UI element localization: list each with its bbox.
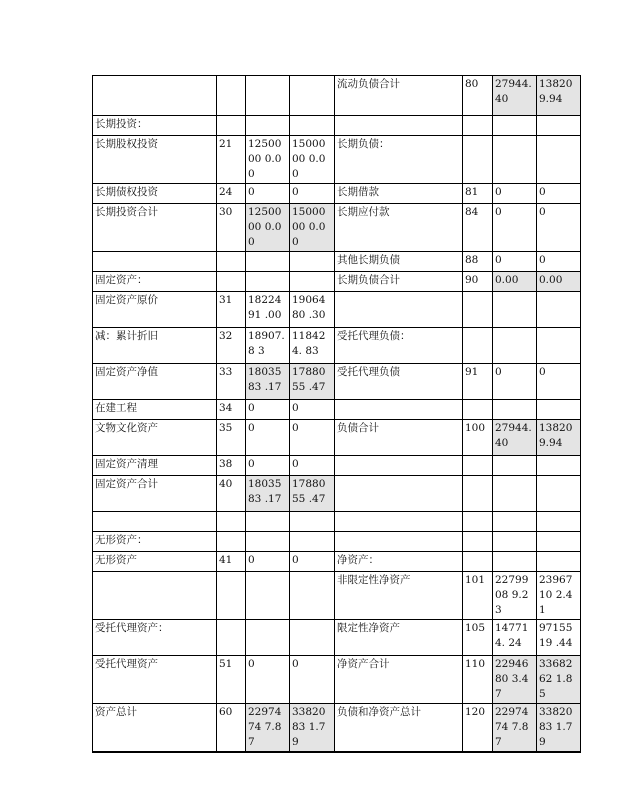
- cell-liability-beginning-balance: 0: [493, 364, 537, 400]
- cell-ending-balance: 0: [290, 420, 335, 456]
- table-row: [93, 456, 581, 476]
- cell-ending-balance: 1500000 0.00: [290, 136, 335, 184]
- cell-liability-line-number: 91: [463, 364, 493, 400]
- table-row: [93, 704, 581, 753]
- table-row: [93, 328, 581, 364]
- cell-item-label: [93, 572, 217, 620]
- cell-beginning-balance: 1250000 0.00: [246, 136, 290, 184]
- cell-liability-beginning-balance: [493, 136, 537, 184]
- cell-ending-balance: [290, 572, 335, 620]
- cell-liability-item-label: 长期负债合计: [335, 272, 463, 292]
- cell-ending-balance: [290, 620, 335, 656]
- cell-liability-ending-balance: 138209.94: [537, 76, 581, 116]
- cell-liability-line-number: [463, 328, 493, 364]
- table-row: [93, 272, 581, 292]
- cell-item-label: 固定资产：: [93, 272, 217, 292]
- cell-liability-beginning-balance: [493, 532, 537, 552]
- cell-liability-item-label: [335, 400, 463, 420]
- cell-liability-beginning-balance: 0.00: [493, 272, 537, 292]
- cell-line-number: 41: [217, 552, 246, 572]
- cell-beginning-balance: 2297474 7.87: [246, 704, 290, 753]
- cell-liability-line-number: 88: [463, 252, 493, 272]
- table-row: [93, 292, 581, 328]
- cell-ending-balance: 1788055 .47: [290, 364, 335, 400]
- cell-liability-beginning-balance: 0: [493, 184, 537, 204]
- cell-ending-balance: [290, 512, 335, 532]
- cell-liability-ending-balance: [537, 328, 581, 364]
- cell-liability-line-number: 100: [463, 420, 493, 456]
- cell-liability-item-label: 长期应付款: [335, 204, 463, 252]
- cell-ending-balance: 0: [290, 400, 335, 420]
- cell-beginning-balance: [246, 252, 290, 272]
- table-row: [93, 572, 581, 620]
- balance-sheet-table: [92, 75, 581, 753]
- cell-beginning-balance: 1822491 .00: [246, 292, 290, 328]
- cell-liability-ending-balance: [537, 552, 581, 572]
- cell-item-label: 长期股权投资: [93, 136, 217, 184]
- cell-liability-line-number: [463, 456, 493, 476]
- cell-liability-beginning-balance: [493, 456, 537, 476]
- cell-liability-ending-balance: [537, 532, 581, 552]
- cell-line-number: 40: [217, 476, 246, 512]
- table-row: [93, 420, 581, 456]
- cell-liability-item-label: [335, 512, 463, 532]
- balance-sheet-body: [93, 76, 581, 753]
- cell-beginning-balance: 0: [246, 420, 290, 456]
- cell-ending-balance: [290, 116, 335, 136]
- cell-item-label: [93, 76, 217, 116]
- cell-liability-ending-balance: 3368262 1.85: [537, 656, 581, 704]
- cell-liability-line-number: 105: [463, 620, 493, 656]
- cell-item-label: 无形资产: [93, 552, 217, 572]
- cell-liability-beginning-balance: 2279908 9.23: [493, 572, 537, 620]
- table-row: [93, 552, 581, 572]
- cell-liability-line-number: 84: [463, 204, 493, 252]
- table-row: [93, 656, 581, 704]
- cell-liability-line-number: [463, 400, 493, 420]
- cell-ending-balance: 3382083 1.79: [290, 704, 335, 753]
- cell-line-number: [217, 512, 246, 532]
- cell-liability-item-label: 长期负债：: [335, 136, 463, 184]
- cell-item-label: 长期投资：: [93, 116, 217, 136]
- cell-liability-line-number: 120: [463, 704, 493, 753]
- cell-item-label: 资产总计: [93, 704, 217, 753]
- cell-liability-item-label: 其他长期负债: [335, 252, 463, 272]
- cell-liability-ending-balance: [537, 400, 581, 420]
- cell-beginning-balance: 1803583 .17: [246, 476, 290, 512]
- table-row: [93, 364, 581, 400]
- table-row: [93, 532, 581, 552]
- cell-liability-line-number: 110: [463, 656, 493, 704]
- cell-line-number: [217, 76, 246, 116]
- cell-ending-balance: 1500000 0.00: [290, 204, 335, 252]
- cell-beginning-balance: [246, 76, 290, 116]
- cell-item-label: [93, 512, 217, 532]
- cell-item-label: 文物文化资产: [93, 420, 217, 456]
- cell-liability-line-number: 101: [463, 572, 493, 620]
- cell-ending-balance: 118424. 83: [290, 328, 335, 364]
- cell-beginning-balance: 1250000 0.00: [246, 204, 290, 252]
- table-row: [93, 136, 581, 184]
- cell-item-label: 无形资产：: [93, 532, 217, 552]
- cell-liability-ending-balance: 0: [537, 252, 581, 272]
- cell-item-label: 固定资产清理: [93, 456, 217, 476]
- cell-liability-ending-balance: [537, 116, 581, 136]
- cell-line-number: 60: [217, 704, 246, 753]
- cell-liability-item-label: [335, 456, 463, 476]
- cell-liability-item-label: 受托代理负债：: [335, 328, 463, 364]
- cell-liability-ending-balance: 3382083 1.79: [537, 704, 581, 753]
- cell-beginning-balance: [246, 532, 290, 552]
- cell-line-number: 38: [217, 456, 246, 476]
- cell-liability-beginning-balance: [493, 552, 537, 572]
- cell-liability-line-number: [463, 512, 493, 532]
- cell-liability-ending-balance: 0.00: [537, 272, 581, 292]
- cell-liability-item-label: 流动负债合计: [335, 76, 463, 116]
- cell-liability-ending-balance: [537, 136, 581, 184]
- cell-line-number: [217, 572, 246, 620]
- cell-liability-beginning-balance: [493, 292, 537, 328]
- cell-item-label: 固定资产合计: [93, 476, 217, 512]
- cell-liability-beginning-balance: [493, 400, 537, 420]
- cell-liability-ending-balance: [537, 456, 581, 476]
- table-row: [93, 512, 581, 532]
- cell-beginning-balance: [246, 512, 290, 532]
- cell-liability-item-label: [335, 116, 463, 136]
- cell-ending-balance: 1788055 .47: [290, 476, 335, 512]
- cell-liability-ending-balance: 0: [537, 204, 581, 252]
- table-row: [93, 184, 581, 204]
- table-row: [93, 476, 581, 512]
- cell-beginning-balance: 0: [246, 184, 290, 204]
- table-row: [93, 252, 581, 272]
- cell-liability-item-label: 负债和净资产总计: [335, 704, 463, 753]
- cell-liability-ending-balance: 0: [537, 184, 581, 204]
- cell-beginning-balance: 1803583 .17: [246, 364, 290, 400]
- cell-beginning-balance: [246, 272, 290, 292]
- cell-liability-item-label: 净资产：: [335, 552, 463, 572]
- cell-liability-item-label: 长期借款: [335, 184, 463, 204]
- cell-ending-balance: 0: [290, 656, 335, 704]
- cell-liability-beginning-balance: 0: [493, 252, 537, 272]
- cell-liability-item-label: 非限定性净资产: [335, 572, 463, 620]
- cell-liability-ending-balance: 138209.94: [537, 420, 581, 456]
- cell-line-number: [217, 532, 246, 552]
- cell-line-number: 35: [217, 420, 246, 456]
- cell-beginning-balance: 18907.8 3: [246, 328, 290, 364]
- cell-liability-line-number: [463, 116, 493, 136]
- cell-item-label: 在建工程: [93, 400, 217, 420]
- cell-ending-balance: [290, 532, 335, 552]
- cell-beginning-balance: [246, 620, 290, 656]
- cell-liability-line-number: [463, 292, 493, 328]
- cell-beginning-balance: 0: [246, 400, 290, 420]
- cell-line-number: 24: [217, 184, 246, 204]
- cell-liability-beginning-balance: [493, 512, 537, 532]
- cell-beginning-balance: 0: [246, 552, 290, 572]
- cell-line-number: 21: [217, 136, 246, 184]
- cell-liability-beginning-balance: 27944.40: [493, 76, 537, 116]
- cell-liability-line-number: [463, 532, 493, 552]
- cell-liability-beginning-balance: 27944.40: [493, 420, 537, 456]
- cell-item-label: 固定资产净值: [93, 364, 217, 400]
- cell-liability-item-label: [335, 292, 463, 328]
- cell-beginning-balance: [246, 116, 290, 136]
- cell-liability-item-label: 限定性净资产: [335, 620, 463, 656]
- table-row: [93, 400, 581, 420]
- cell-liability-line-number: 81: [463, 184, 493, 204]
- cell-line-number: 33: [217, 364, 246, 400]
- cell-ending-balance: [290, 272, 335, 292]
- cell-ending-balance: [290, 76, 335, 116]
- cell-liability-beginning-balance: [493, 328, 537, 364]
- table-row: [93, 116, 581, 136]
- cell-beginning-balance: 0: [246, 456, 290, 476]
- cell-item-label: [93, 252, 217, 272]
- cell-ending-balance: 0: [290, 456, 335, 476]
- cell-ending-balance: [290, 252, 335, 272]
- cell-item-label: 减：累计折旧: [93, 328, 217, 364]
- cell-liability-ending-balance: 9715519 .44: [537, 620, 581, 656]
- cell-line-number: 31: [217, 292, 246, 328]
- cell-item-label: 受托代理资产: [93, 656, 217, 704]
- table-row: [93, 620, 581, 656]
- cell-liability-ending-balance: 0: [537, 364, 581, 400]
- cell-liability-line-number: [463, 136, 493, 184]
- cell-line-number: [217, 252, 246, 272]
- cell-line-number: 30: [217, 204, 246, 252]
- cell-item-label: 受托代理资产：: [93, 620, 217, 656]
- cell-line-number: [217, 116, 246, 136]
- cell-liability-line-number: [463, 476, 493, 512]
- cell-liability-beginning-balance: [493, 476, 537, 512]
- cell-line-number: 51: [217, 656, 246, 704]
- cell-line-number: 32: [217, 328, 246, 364]
- cell-liability-item-label: [335, 532, 463, 552]
- table-row: [93, 204, 581, 252]
- cell-beginning-balance: 0: [246, 656, 290, 704]
- cell-beginning-balance: [246, 572, 290, 620]
- cell-liability-item-label: [335, 476, 463, 512]
- cell-liability-beginning-balance: 147714. 24: [493, 620, 537, 656]
- cell-liability-beginning-balance: [493, 116, 537, 136]
- cell-item-label: 长期投资合计: [93, 204, 217, 252]
- cell-liability-ending-balance: [537, 512, 581, 532]
- cell-liability-beginning-balance: 2294680 3.47: [493, 656, 537, 704]
- cell-liability-beginning-balance: 0: [493, 204, 537, 252]
- cell-item-label: 固定资产原价: [93, 292, 217, 328]
- table-row: [93, 76, 581, 116]
- cell-line-number: 34: [217, 400, 246, 420]
- cell-item-label: 长期债权投资: [93, 184, 217, 204]
- cell-ending-balance: 0: [290, 552, 335, 572]
- cell-liability-beginning-balance: 2297474 7.87: [493, 704, 537, 753]
- cell-liability-line-number: [463, 552, 493, 572]
- cell-line-number: [217, 272, 246, 292]
- cell-line-number: [217, 620, 246, 656]
- cell-ending-balance: 1906480 .30: [290, 292, 335, 328]
- cell-ending-balance: 0: [290, 184, 335, 204]
- cell-liability-item-label: 负债合计: [335, 420, 463, 456]
- cell-liability-item-label: 受托代理负债: [335, 364, 463, 400]
- cell-liability-ending-balance: 2396710 2.41: [537, 572, 581, 620]
- cell-liability-ending-balance: [537, 292, 581, 328]
- cell-liability-item-label: 净资产合计: [335, 656, 463, 704]
- cell-liability-line-number: 90: [463, 272, 493, 292]
- cell-liability-line-number: 80: [463, 76, 493, 116]
- cell-liability-ending-balance: [537, 476, 581, 512]
